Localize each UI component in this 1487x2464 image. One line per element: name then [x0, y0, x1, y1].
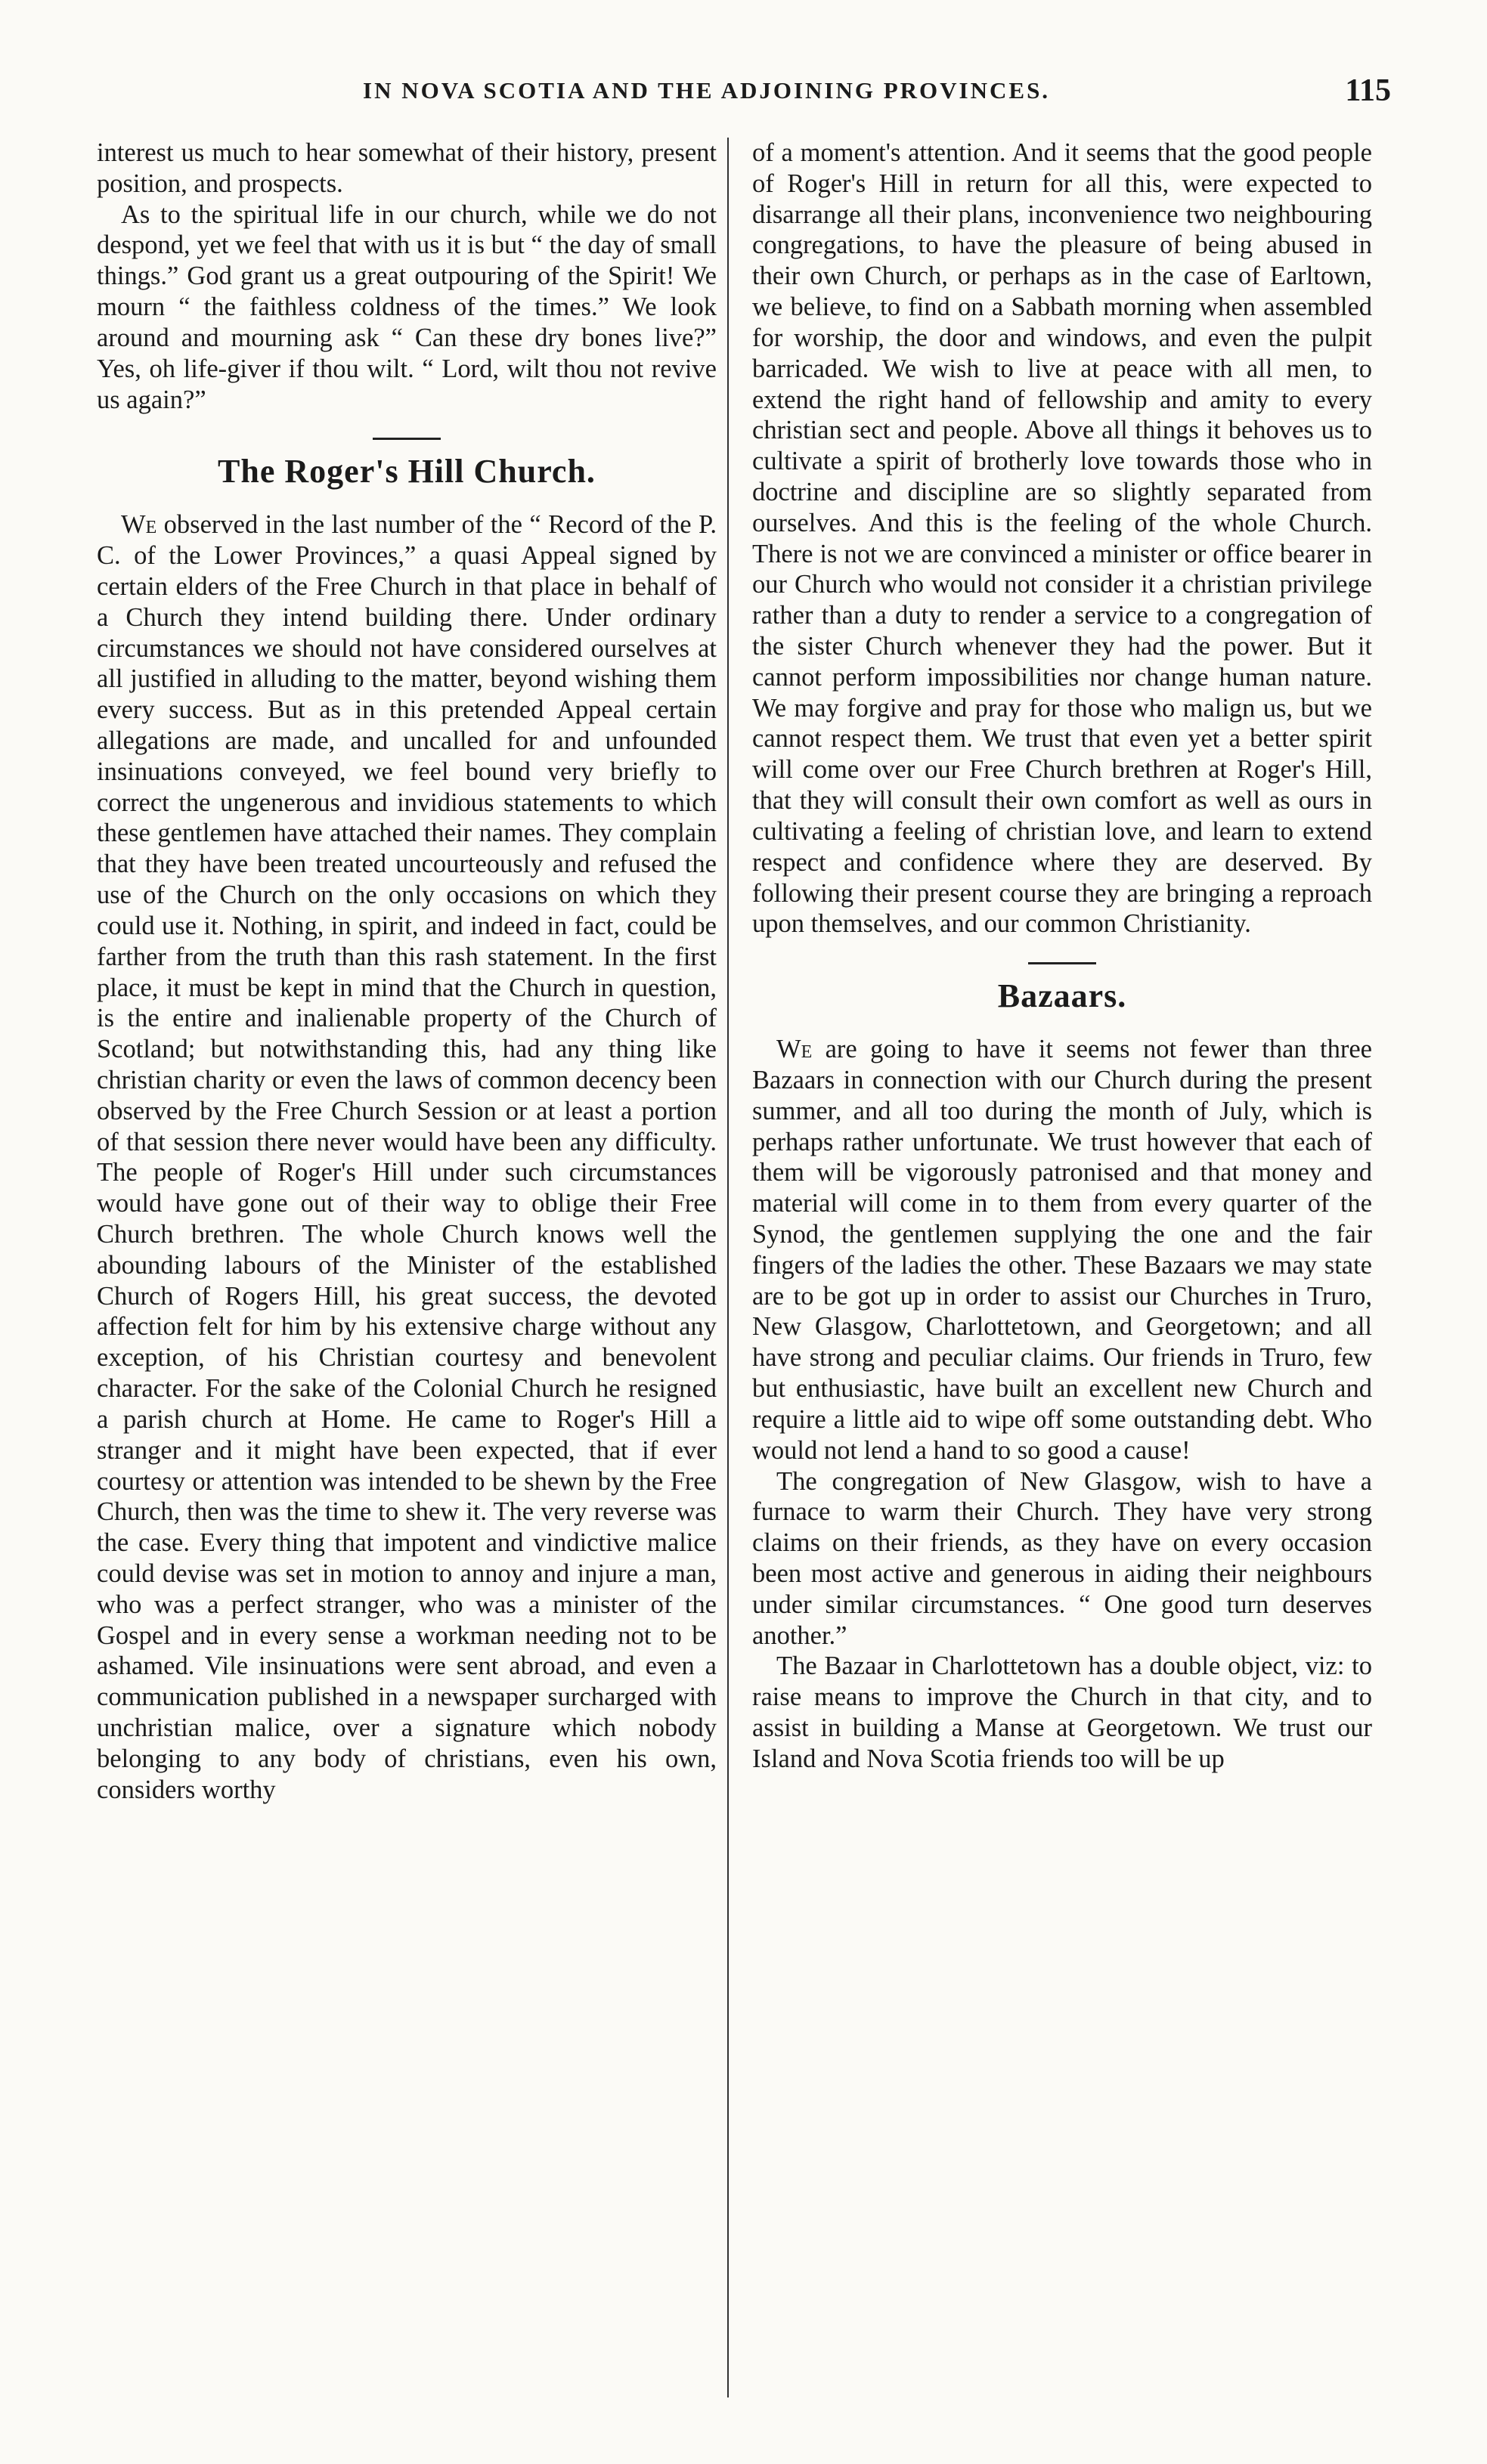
rogers-hill-paragraph-1 [97, 509, 717, 1805]
bazaars-first-word: We [776, 1035, 813, 1064]
bazaars-paragraph-1-text: are going to have it seems not fewer than three Bazaars in connection with our Church during the present summer, and all too during the month of July, which is perhaps rather unfortunate. We trust however that each of them will be vigorously patronised and that money and material will come in to them from every quarter of the Synod, the gentlemen supplying the one and the fair fingers of the ladies the other. These Bazaars we may state are to be got up in order to assist our Churches in Truro, New Glasgow, Charlottetown, and Georgetown; and all have strong and peculiar claims. Our friends in Truro, few but enthusiastic, have built an excellent new Church and require a little aid to wipe off some outstanding debt. Who would not lend a hand to so good a cause! [752, 1035, 1372, 1465]
rogers-hill-paragraph-1-text: observed in the last number of the “ Record of the P. C. of the Lower Provinces,” a quasi Appeal signed by certain elders of the Free Church in that place in behalf of a Church they intend building there. Under ordinary circumstances we should not have considered ourselves at all justified in alluding to the matter, beyond wishing them every success. But as in this pretended Appeal certain allegations are made, and uncalled for and unfounded insinuations conveyed, we feel bound very briefly to correct the ungenerous and invidious statements to which these gentlemen have attached their names. They complain that they have been treated uncourteously and refused the use of the Church on the only occasions on which they could use it. Nothing, in spirit, and indeed in fact, could be farther from the truth than this rash statement. In the first place, it must be kept in mind that the Church in question, is the entire and inalienable property of the Church of Scotland; but notwithstanding this, had any thing like christian charity or even the laws of common decency been observed by the Free Church Session or at least a portion of that session there never would have been any difficulty. The people of Roger's Hill under such circumstances would have gone out of their way to oblige their Free Church brethren. The whole Church knows well the abounding labours of the Minister of the established Church of Rogers Hill, his great success, the devoted affection felt for him by his extensive charge without any exception, of his Christian courtesy and benevolent character. For the sake of the Colonial Church he resigned a parish church at Home. He came to Roger's Hill a stranger and it might have been expected, that if ever courtesy or attention was intended to be shewn by the Free Church, then was the time to shew it. The very reverse was the case. Every thing that impotent and vindictive malice could devise was set in motion to annoy and injure a man, who was a perfect stranger, who was a minister of the Gospel and in every sense a workman needing not to be ashamed. Vile insinuations were sent abroad, and even a communication published in a newspaper surcharged with unchristian malice, over a signature which nobody belonging to any body of christians, even his own, considers worthy [97, 510, 717, 1804]
column-rule [727, 138, 729, 2397]
running-header [106, 73, 1391, 118]
page-number: 115 [1345, 73, 1391, 108]
rogers-hill-first-word: We [121, 510, 157, 540]
running-title: IN NOVA SCOTIA AND THE ADJOINING PROVINCES. [363, 77, 1051, 104]
continuation-paragraph-1: interest us much to hear somewhat of their history, present position, and prospects. [97, 138, 717, 198]
bazaars-paragraph-1 [752, 1034, 1372, 1466]
article-heading-bazaars: Bazaars. [997, 977, 1127, 1015]
right-column [752, 138, 1372, 1775]
rogers-hill-paragraph-1-continued: of a moment's attention. And it seems that the good people of Roger's Hill in return for all this, were expected to disarrange all their plans, inconvenience two neighbouring congregations, to have the pleasure of being abused in their own Church, or perhaps as in the case of Earltown, we believe, to find on a Sabbath morning when assembled for worship, the door and windows, and even the pulpit barricaded. We wish to live at peace with all men, to extend the right hand of fellowship and amity to every christian sect and people. Above all things it behoves us to cultivate a spirit of brotherly love towards those who in doctrine and discipline are so slightly separated from ourselves. And this is the feeling of the whole Church. There is not we are convinced a minister or office bearer in our Church who would not consider it a christian privilege rather than a duty to render a service to a congregation of the sister Church whenever they had the power. But it cannot perform impossibilities nor change human nature. We may forgive and pray for those who malign us, but we cannot respect them. We trust that even yet a better spirit will come over our Free Church brethren at Roger's Hill, that they will consult their own comfort as well as ours in cultivating a feeling of christian love, and learn to extend respect and confidence where they are deserved. By following their present course they are bringing a reproach upon themselves, and our common Christianity. [752, 138, 1372, 939]
section-divider [373, 438, 441, 440]
left-column [97, 138, 717, 1805]
continuation-paragraph-2: As to the spiritual life in our church, while we do not despond, yet we feel that with us it is but “ the day of small things.” God grant us a great outpouring of the Spirit! We mourn “ the faithless coldness of the times.” We look around and mourning ask “ Can these dry bones live?” Yes, oh life-giver if thou wilt. “ Lord, wilt thou not revive us again?” [97, 200, 717, 414]
bazaars-paragraph-3: The Bazaar in Charlottetown has a double object, viz: to raise means to improve the Church in that city, and to assist in building a Manse at Georgetown. We trust our Island and Nova Scotia friends too will be up [752, 1651, 1372, 1773]
article-heading-rogers-hill: The Roger's Hill Church. [218, 453, 596, 491]
bazaars-paragraph-2: The congregation of New Glasgow, wish to have a furnace to warm their Church. They have very strong claims on their friends, as they have on every occasion been most active and generous in aiding their neighbours under similar circumstances. “ One good turn deserves another.” [752, 1466, 1372, 1650]
section-divider [1028, 962, 1096, 964]
